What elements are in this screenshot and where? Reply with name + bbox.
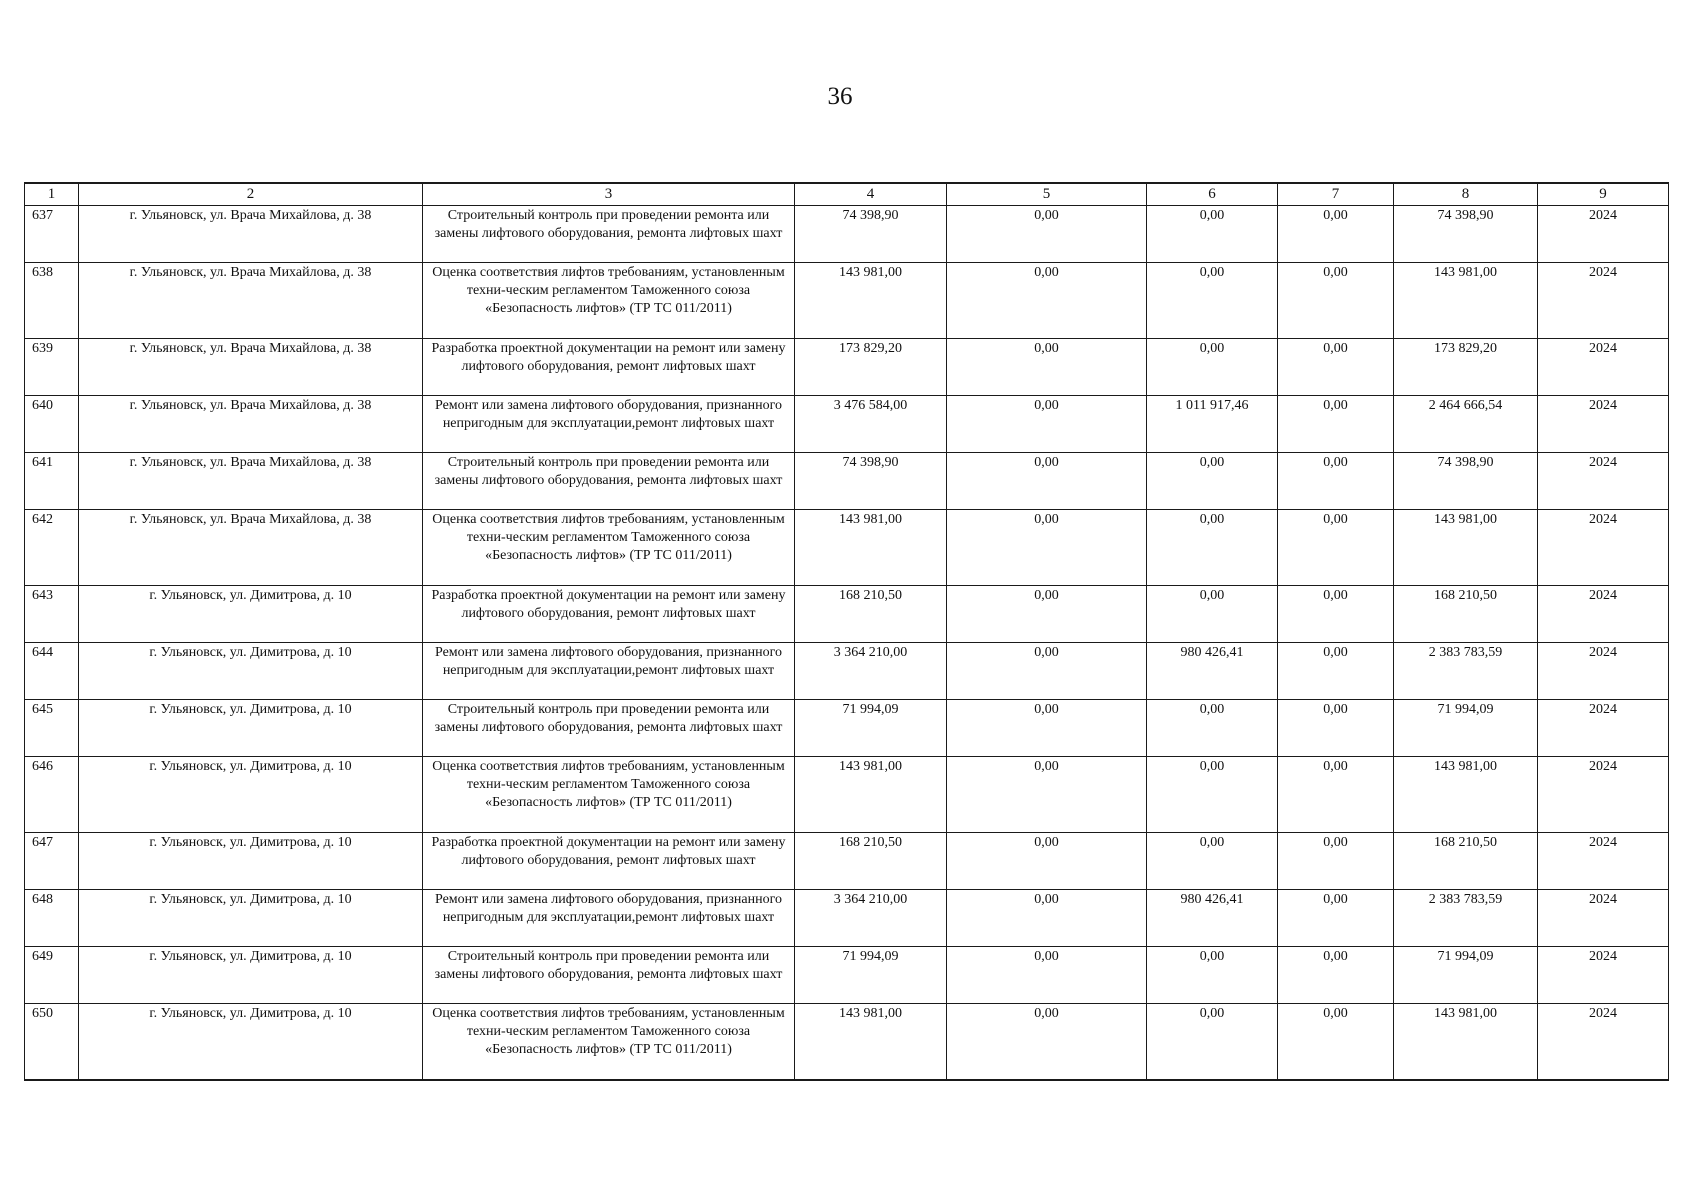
value-cell-5: 0,00	[947, 890, 1147, 947]
value-cell-6: 0,00	[1147, 339, 1278, 396]
table-row	[25, 757, 1669, 833]
work-type-cell: Разработка проектной документации на ремонт или замену лифтового оборудования, ремонт лифтовых шахт	[423, 586, 795, 643]
address-cell: г. Ульяновск, ул. Врача Михайлова, д. 38	[79, 206, 423, 263]
year-cell: 2024	[1538, 339, 1669, 396]
year-cell: 2024	[1538, 453, 1669, 510]
value-cell-8: 71 994,09	[1394, 700, 1538, 757]
value-cell-8: 168 210,50	[1394, 586, 1538, 643]
value-cell-8: 173 829,20	[1394, 339, 1538, 396]
value-cell-5: 0,00	[947, 947, 1147, 1004]
year-cell: 2024	[1538, 263, 1669, 339]
table-row	[25, 947, 1669, 1004]
column-header-1: 1	[25, 183, 79, 206]
row-number: 650	[25, 1004, 79, 1080]
value-cell-8: 2 383 783,59	[1394, 890, 1538, 947]
value-cell-8: 2 383 783,59	[1394, 643, 1538, 700]
value-cell-6: 980 426,41	[1147, 890, 1278, 947]
table-row	[25, 586, 1669, 643]
value-cell-7: 0,00	[1278, 206, 1394, 263]
value-cell-4: 173 829,20	[795, 339, 947, 396]
value-cell-7: 0,00	[1278, 263, 1394, 339]
year-cell: 2024	[1538, 890, 1669, 947]
value-cell-8: 143 981,00	[1394, 757, 1538, 833]
address-cell: г. Ульяновск, ул. Димитрова, д. 10	[79, 643, 423, 700]
value-cell-6: 0,00	[1147, 1004, 1278, 1080]
value-cell-5: 0,00	[947, 396, 1147, 453]
table-row	[25, 700, 1669, 757]
row-number: 648	[25, 890, 79, 947]
work-type-cell: Ремонт или замена лифтового оборудования, признанного непригодным для эксплуатации,ремонт лифтовых шахт	[423, 396, 795, 453]
year-cell: 2024	[1538, 206, 1669, 263]
value-cell-7: 0,00	[1278, 586, 1394, 643]
table-row	[25, 453, 1669, 510]
work-type-cell: Разработка проектной документации на ремонт или замену лифтового оборудования, ремонт лифтовых шахт	[423, 833, 795, 890]
value-cell-8: 71 994,09	[1394, 947, 1538, 1004]
year-cell: 2024	[1538, 586, 1669, 643]
column-header-9: 9	[1538, 183, 1669, 206]
value-cell-4: 3 364 210,00	[795, 890, 947, 947]
work-type-cell: Оценка соответствия лифтов требованиям, установленным техни-ческим регламентом Таможенного союза «Безопасность лифтов» (ТР ТС 011/2011)	[423, 510, 795, 586]
value-cell-6: 0,00	[1147, 833, 1278, 890]
value-cell-4: 143 981,00	[795, 510, 947, 586]
address-cell: г. Ульяновск, ул. Димитрова, д. 10	[79, 947, 423, 1004]
column-header-6: 6	[1147, 183, 1278, 206]
address-cell: г. Ульяновск, ул. Врача Михайлова, д. 38	[79, 453, 423, 510]
value-cell-8: 74 398,90	[1394, 206, 1538, 263]
value-cell-4: 168 210,50	[795, 833, 947, 890]
value-cell-7: 0,00	[1278, 890, 1394, 947]
table-header	[25, 183, 1669, 206]
row-number: 646	[25, 757, 79, 833]
table-row	[25, 1004, 1669, 1080]
column-header-2: 2	[79, 183, 423, 206]
value-cell-6: 980 426,41	[1147, 643, 1278, 700]
address-cell: г. Ульяновск, ул. Врача Михайлова, д. 38	[79, 510, 423, 586]
value-cell-7: 0,00	[1278, 833, 1394, 890]
value-cell-5: 0,00	[947, 263, 1147, 339]
value-cell-6: 0,00	[1147, 263, 1278, 339]
value-cell-5: 0,00	[947, 1004, 1147, 1080]
value-cell-5: 0,00	[947, 833, 1147, 890]
row-number: 639	[25, 339, 79, 396]
value-cell-5: 0,00	[947, 339, 1147, 396]
column-header-3: 3	[423, 183, 795, 206]
address-cell: г. Ульяновск, ул. Димитрова, д. 10	[79, 586, 423, 643]
work-type-cell: Оценка соответствия лифтов требованиям, установленным техни-ческим регламентом Таможенного союза «Безопасность лифтов» (ТР ТС 011/2011)	[423, 757, 795, 833]
value-cell-7: 0,00	[1278, 396, 1394, 453]
table-row	[25, 339, 1669, 396]
value-cell-6: 0,00	[1147, 947, 1278, 1004]
year-cell: 2024	[1538, 510, 1669, 586]
value-cell-6: 0,00	[1147, 453, 1278, 510]
value-cell-6: 0,00	[1147, 510, 1278, 586]
address-cell: г. Ульяновск, ул. Врача Михайлова, д. 38	[79, 339, 423, 396]
row-number: 638	[25, 263, 79, 339]
row-number: 642	[25, 510, 79, 586]
value-cell-5: 0,00	[947, 453, 1147, 510]
table-body	[25, 206, 1669, 1080]
value-cell-7: 0,00	[1278, 757, 1394, 833]
value-cell-5: 0,00	[947, 757, 1147, 833]
work-type-cell: Оценка соответствия лифтов требованиям, установленным техни-ческим регламентом Таможенного союза «Безопасность лифтов» (ТР ТС 011/2011)	[423, 263, 795, 339]
column-header-5: 5	[947, 183, 1147, 206]
value-cell-6: 0,00	[1147, 586, 1278, 643]
value-cell-6: 0,00	[1147, 206, 1278, 263]
value-cell-8: 2 464 666,54	[1394, 396, 1538, 453]
value-cell-7: 0,00	[1278, 643, 1394, 700]
row-number: 640	[25, 396, 79, 453]
value-cell-4: 74 398,90	[795, 206, 947, 263]
row-number: 643	[25, 586, 79, 643]
work-type-cell: Оценка соответствия лифтов требованиям, установленным техни-ческим регламентом Таможенного союза «Безопасность лифтов» (ТР ТС 011/2011)	[423, 1004, 795, 1080]
table-row	[25, 890, 1669, 947]
value-cell-4: 71 994,09	[795, 700, 947, 757]
value-cell-5: 0,00	[947, 206, 1147, 263]
column-number-row	[25, 183, 1669, 206]
work-type-cell: Строительный контроль при проведении ремонта или замены лифтового оборудования, ремонта лифтовых шахт	[423, 700, 795, 757]
value-cell-4: 143 981,00	[795, 1004, 947, 1080]
row-number: 645	[25, 700, 79, 757]
table-row	[25, 510, 1669, 586]
value-cell-4: 3 364 210,00	[795, 643, 947, 700]
value-cell-7: 0,00	[1278, 700, 1394, 757]
work-type-cell: Строительный контроль при проведении ремонта или замены лифтового оборудования, ремонта лифтовых шахт	[423, 947, 795, 1004]
row-number: 637	[25, 206, 79, 263]
year-cell: 2024	[1538, 833, 1669, 890]
address-cell: г. Ульяновск, ул. Димитрова, д. 10	[79, 1004, 423, 1080]
value-cell-5: 0,00	[947, 586, 1147, 643]
repair-register-table	[24, 182, 1669, 1081]
work-type-cell: Строительный контроль при проведении ремонта или замены лифтового оборудования, ремонта лифтовых шахт	[423, 453, 795, 510]
value-cell-7: 0,00	[1278, 947, 1394, 1004]
value-cell-4: 143 981,00	[795, 757, 947, 833]
value-cell-4: 3 476 584,00	[795, 396, 947, 453]
value-cell-6: 1 011 917,46	[1147, 396, 1278, 453]
row-number: 649	[25, 947, 79, 1004]
row-number: 641	[25, 453, 79, 510]
value-cell-5: 0,00	[947, 643, 1147, 700]
year-cell: 2024	[1538, 396, 1669, 453]
value-cell-6: 0,00	[1147, 700, 1278, 757]
value-cell-7: 0,00	[1278, 339, 1394, 396]
value-cell-8: 143 981,00	[1394, 1004, 1538, 1080]
row-number: 644	[25, 643, 79, 700]
year-cell: 2024	[1538, 700, 1669, 757]
address-cell: г. Ульяновск, ул. Димитрова, д. 10	[79, 890, 423, 947]
value-cell-7: 0,00	[1278, 510, 1394, 586]
year-cell: 2024	[1538, 947, 1669, 1004]
year-cell: 2024	[1538, 757, 1669, 833]
column-header-4: 4	[795, 183, 947, 206]
value-cell-5: 0,00	[947, 700, 1147, 757]
work-type-cell: Разработка проектной документации на ремонт или замену лифтового оборудования, ремонт лифтовых шахт	[423, 339, 795, 396]
year-cell: 2024	[1538, 1004, 1669, 1080]
value-cell-8: 168 210,50	[1394, 833, 1538, 890]
address-cell: г. Ульяновск, ул. Димитрова, д. 10	[79, 700, 423, 757]
column-header-7: 7	[1278, 183, 1394, 206]
address-cell: г. Ульяновск, ул. Димитрова, д. 10	[79, 833, 423, 890]
row-number: 647	[25, 833, 79, 890]
work-type-cell: Строительный контроль при проведении ремонта или замены лифтового оборудования, ремонта лифтовых шахт	[423, 206, 795, 263]
work-type-cell: Ремонт или замена лифтового оборудования, признанного непригодным для эксплуатации,ремонт лифтовых шахт	[423, 890, 795, 947]
value-cell-4: 74 398,90	[795, 453, 947, 510]
value-cell-7: 0,00	[1278, 453, 1394, 510]
value-cell-4: 168 210,50	[795, 586, 947, 643]
address-cell: г. Ульяновск, ул. Врача Михайлова, д. 38	[79, 396, 423, 453]
table-row	[25, 643, 1669, 700]
address-cell: г. Ульяновск, ул. Димитрова, д. 10	[79, 757, 423, 833]
value-cell-6: 0,00	[1147, 757, 1278, 833]
value-cell-8: 143 981,00	[1394, 510, 1538, 586]
table-row	[25, 263, 1669, 339]
value-cell-8: 143 981,00	[1394, 263, 1538, 339]
table-row	[25, 206, 1669, 263]
address-cell: г. Ульяновск, ул. Врача Михайлова, д. 38	[79, 263, 423, 339]
year-cell: 2024	[1538, 643, 1669, 700]
column-header-8: 8	[1394, 183, 1538, 206]
value-cell-5: 0,00	[947, 510, 1147, 586]
value-cell-7: 0,00	[1278, 1004, 1394, 1080]
table-row	[25, 833, 1669, 890]
value-cell-4: 71 994,09	[795, 947, 947, 1004]
work-type-cell: Ремонт или замена лифтового оборудования, признанного непригодным для эксплуатации,ремонт лифтовых шахт	[423, 643, 795, 700]
page-number: 36	[827, 83, 853, 110]
value-cell-8: 74 398,90	[1394, 453, 1538, 510]
table-row	[25, 396, 1669, 453]
value-cell-4: 143 981,00	[795, 263, 947, 339]
